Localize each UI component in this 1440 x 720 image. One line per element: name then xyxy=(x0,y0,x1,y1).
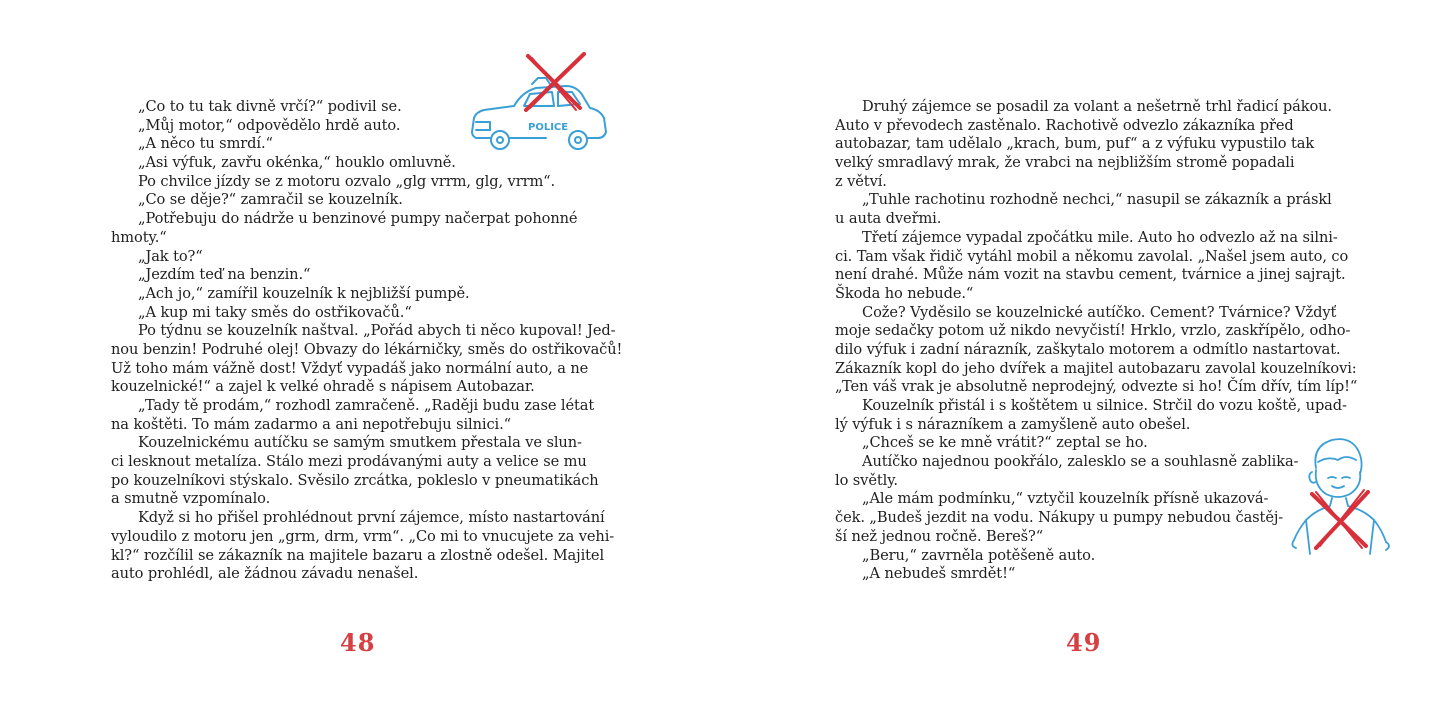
text-line: lý výfuk i s nárazníkem a zamyšleně auto obešel. xyxy=(835,415,1191,433)
text-line: „Ten váš vrak je absolutně neprodejný, odvezte si ho! Čím dřív, tím líp!“ xyxy=(835,378,1358,396)
text-line: autobazar, tam udělalo „krach, bum, puf“ a z výfuku vypustilo tak xyxy=(835,135,1315,153)
text-line: „Jezdím teď na benzin.“ xyxy=(138,266,311,284)
text-line: „Beru,“ zavrněla potěšeně auto. xyxy=(862,546,1096,564)
text-line: „A nebudeš smrdět!“ xyxy=(862,565,1016,583)
text-line: Zákazník kopl do jeho dvířek a majitel autobazaru zavolal kouzelníkovi: xyxy=(835,359,1357,377)
text-line: dilo výfuk i zadní nárazník, zaškytalo motorem a odmítlo nastartovat. xyxy=(835,340,1341,358)
text-line: a smutně vzpomínalo. xyxy=(111,490,271,508)
text-line: Po týdnu se kouzelník naštval. „Pořád abych ti něco kupoval! Jed- xyxy=(138,322,616,340)
text-line: ci. Tam však řidič vytáhl mobil a někomu zavolal. „Našel jsem auto, co xyxy=(835,247,1349,265)
text-line: kl?“ rozčílil se zákazník na majitele bazaru a zlostně odešel. Majitel xyxy=(111,546,605,564)
text-line: velký smradlavý mrak, že vrabci na nejbližším stromě popadali xyxy=(835,154,1295,172)
text-line: kouzelnické!“ a zajel k velké ohradě s nápisem Autobazar. xyxy=(111,378,535,396)
text-line: není drahé. Může nám vozit na stavbu cement, tvárnice a jinej sajrajt. xyxy=(835,266,1346,284)
text-line: u auta dveřmi. xyxy=(835,210,942,228)
text-line: Po chvilce jízdy se z motoru ozvalo „glg vrrm, glg, vrrm“. xyxy=(138,172,556,190)
text-line: „Asi výfuk, zavřu okénka,“ houklo omluvně. xyxy=(138,154,456,172)
text-line: vyloudilo z motoru jen „grm, drm, vrm“. „Co mi to vnucujete za vehi- xyxy=(111,527,615,545)
police-car-crossed-icon xyxy=(462,48,618,166)
text-line: „Tuhle rachotinu rozhodně nechci,“ nasupil se zákazník a práskl xyxy=(862,191,1332,209)
text-line: „Co se děje?“ zamračil se kouzelník. xyxy=(138,191,403,209)
text-line: „Chceš se ke mně vrátit?“ zeptal se ho. xyxy=(862,434,1148,452)
text-line: hmoty.“ xyxy=(111,228,167,246)
text-line: Kouzelnickému autíčku se samým smutkem přestala ve slun- xyxy=(138,434,582,452)
text-line: „Potřebuju do nádrže u benzinové pumpy načerpat pohonné xyxy=(138,210,578,228)
text-line: auto prohlédl, ale žádnou závadu nenašel. xyxy=(111,565,419,583)
text-line: „Ale mám podmínku,“ vztyčil kouzelník přísně ukazová- xyxy=(862,490,1269,508)
text-line: „Ach jo,“ zamířil kouzelník k nejbližší pumpě. xyxy=(138,284,470,302)
text-line: Třetí zájemce vypadal zpočátku mile. Auto ho odvezlo až na silni- xyxy=(862,228,1338,246)
left-page-text xyxy=(111,98,622,584)
text-line: „A něco tu smrdí.“ xyxy=(138,135,273,153)
text-line: Auto v převodech zastěnalo. Rachotivě odvezlo zákazníka před xyxy=(835,116,1294,134)
text-line: Druhý zájemce se posadil za volant a nešetrně trhl řadicí pákou. xyxy=(862,98,1332,115)
text-line: lo světly. xyxy=(835,471,898,489)
text-line: z větví. xyxy=(835,172,887,190)
text-line: „Můj motor,“ odpovědělo hrdě auto. xyxy=(138,116,401,134)
text-line: Když si ho přišel prohlédnout první zájemce, místo nastartování xyxy=(138,509,605,527)
page-number: 48 xyxy=(340,628,376,657)
text-line: „A kup mi taky směs do ostřikovačů.“ xyxy=(138,303,412,321)
text-line: ček. „Budeš jezdit na vodu. Nákupy u pumpy nebudou častěj- xyxy=(835,509,1284,527)
text-line: Autíčko najednou pookřálo, zalesklo se a souhlasně zablika- xyxy=(862,453,1299,471)
text-line: Kouzelník přistál i s koštětem u silnice. Strčil do vozu koště, upad- xyxy=(862,397,1347,414)
text-line: moje sedačky potom už nikdo nevyčistí! Hrklo, vrzlo, zaskřípělo, odho- xyxy=(835,322,1351,340)
text-line: „Jak to?“ xyxy=(138,247,203,265)
text-line: po kouzelníkovi stýskalo. Svěsilo zrcátka, pokleslo v pneumatikách xyxy=(111,471,599,489)
text-line: „Co to tu tak divně vrčí?“ podivil se. xyxy=(138,98,402,115)
svg-text:POLICE: POLICE xyxy=(528,122,569,133)
text-line: „Tady tě prodám,“ rozhodl zamračeně. „Raději budu zase létat xyxy=(138,397,595,414)
text-line: ší než jednou ročně. Bereš?“ xyxy=(835,527,1044,545)
boy-crossed-icon xyxy=(1276,428,1394,558)
page-number: 49 xyxy=(1066,628,1102,657)
text-line: na koštěti. To mám zadarmo a ani nepotřebuju silnici.“ xyxy=(111,415,512,433)
text-line: Cože? Vyděsilo se kouzelnické autíčko. Cement? Tvárnice? Vždyť xyxy=(862,303,1337,321)
text-line: Už toho mám vážně dost! Vždyť vypadáš jako normální auto, a ne xyxy=(111,359,589,377)
text-line: Škoda ho nebude.“ xyxy=(835,284,974,302)
text-line: ci lesknout metalíza. Stálo mezi prodávanými auty a velice se mu xyxy=(111,453,587,471)
text-line: nou benzin! Podruhé olej! Obvazy do lékárničky, směs do ostřikovačů! xyxy=(111,340,623,358)
